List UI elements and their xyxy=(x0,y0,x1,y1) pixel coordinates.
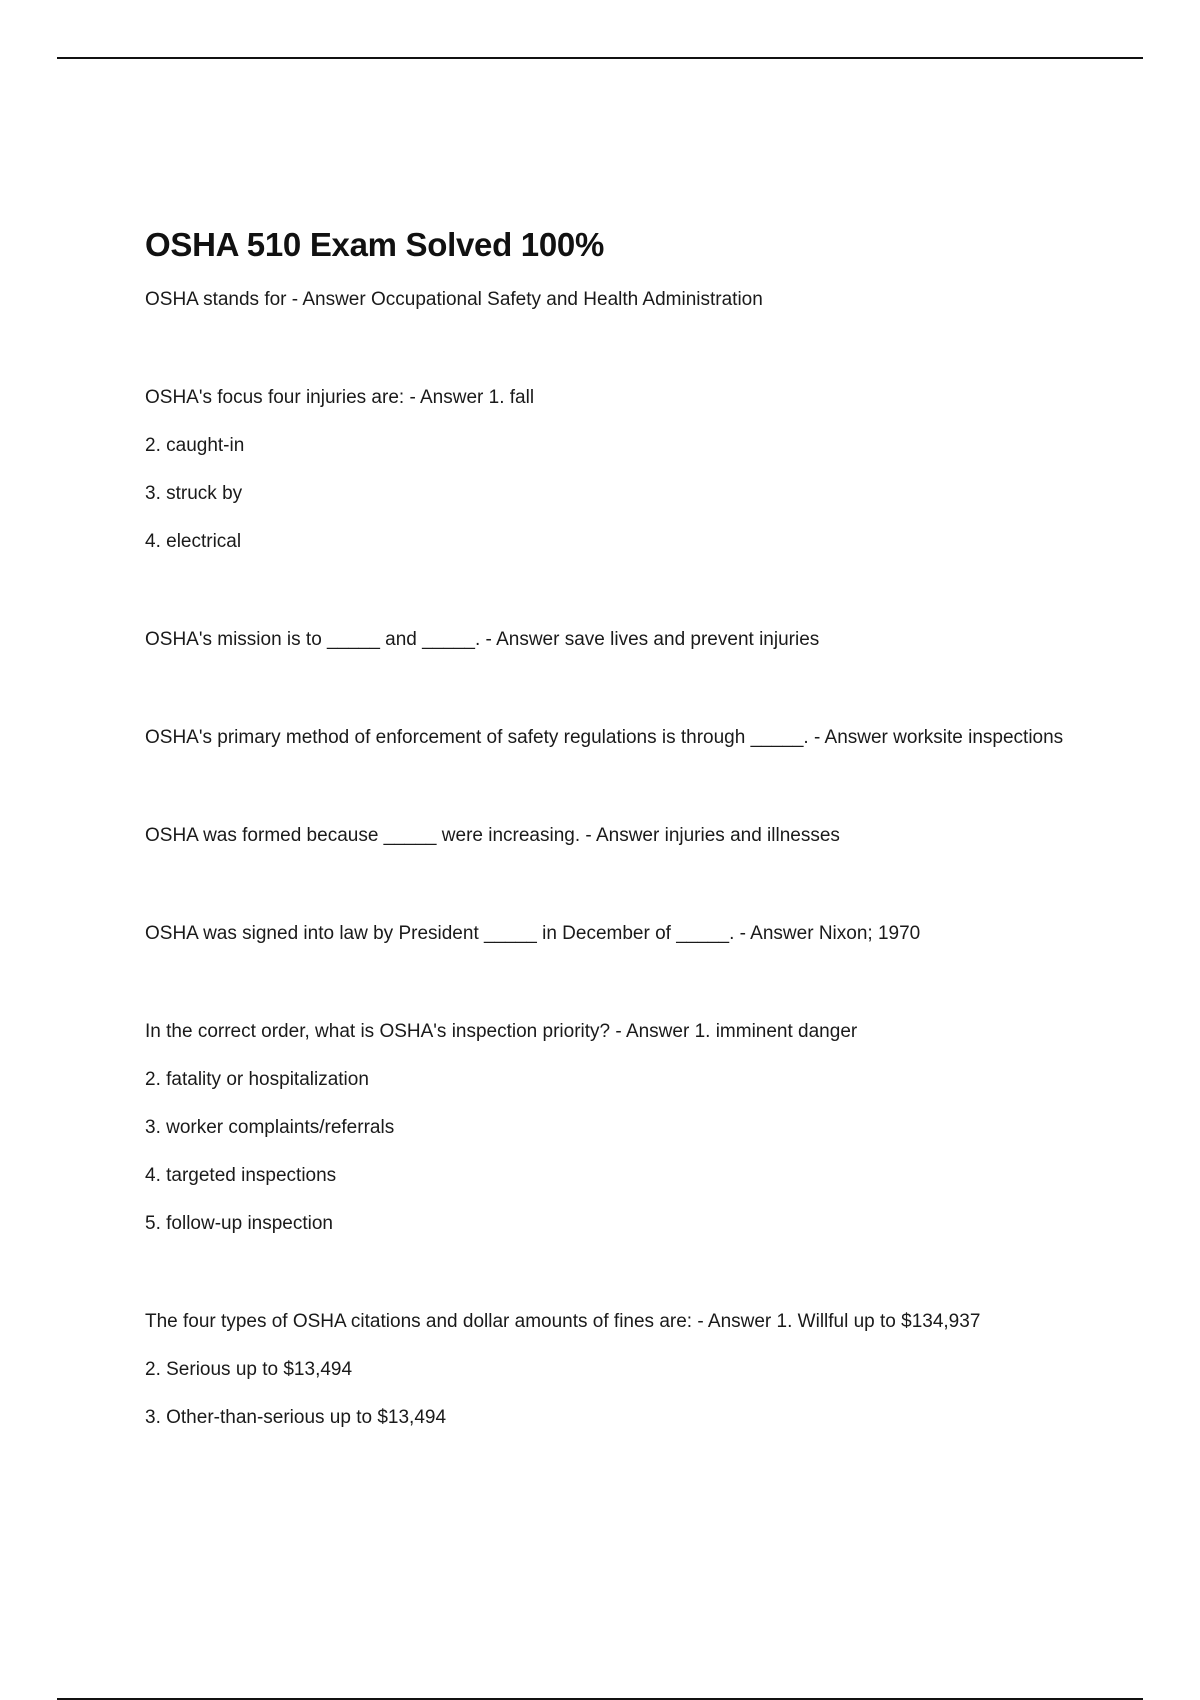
qa-line: The four types of OSHA citations and dollar amounts of fines are: - Answer 1. Willful up to $134,937 xyxy=(145,1310,981,1332)
qa-line: 4. electrical xyxy=(145,530,242,552)
qa-item xyxy=(145,286,1065,314)
qa-line: 2. fatality or hospitalization xyxy=(145,1068,369,1090)
qa-line: OSHA's primary method of enforcement of safety regulations is through _____. - Answer worksite inspections xyxy=(145,726,1064,748)
qa-item xyxy=(145,384,1065,556)
qa-item xyxy=(145,724,1065,752)
qa-line: 4. targeted inspections xyxy=(145,1164,337,1186)
qa-line: 3. worker complaints/referrals xyxy=(145,1116,395,1138)
qa-line: OSHA was formed because _____ were increasing. - Answer injuries and illnesses xyxy=(145,824,840,846)
qa-item xyxy=(145,1308,1065,1432)
qa-item xyxy=(145,626,1065,654)
qa-line: OSHA's focus four injuries are: - Answer 1. fall xyxy=(145,386,535,408)
qa-item xyxy=(145,1018,1065,1238)
qa-item xyxy=(145,822,1065,850)
qa-line: 3. Other-than-serious up to $13,494 xyxy=(145,1406,447,1428)
qa-line: 3. struck by xyxy=(145,482,243,504)
top-rule xyxy=(57,57,1143,59)
qa-line: 5. follow-up inspection xyxy=(145,1212,333,1234)
qa-line: OSHA stands for - Answer Occupational Safety and Health Administration xyxy=(145,288,763,310)
qa-line: 2. caught-in xyxy=(145,434,245,456)
qa-item xyxy=(145,920,1065,948)
document-title: OSHA 510 Exam Solved 100% xyxy=(145,226,605,263)
qa-line: OSHA was signed into law by President _____ in December of _____. - Answer Nixon; 1970 xyxy=(145,922,921,944)
qa-line: In the correct order, what is OSHA's inspection priority? - Answer 1. imminent danger xyxy=(145,1020,858,1042)
qa-line: OSHA's mission is to _____ and _____. - Answer save lives and prevent injuries xyxy=(145,628,820,650)
document-body xyxy=(145,226,1065,1502)
qa-line: 2. Serious up to $13,494 xyxy=(145,1358,353,1380)
